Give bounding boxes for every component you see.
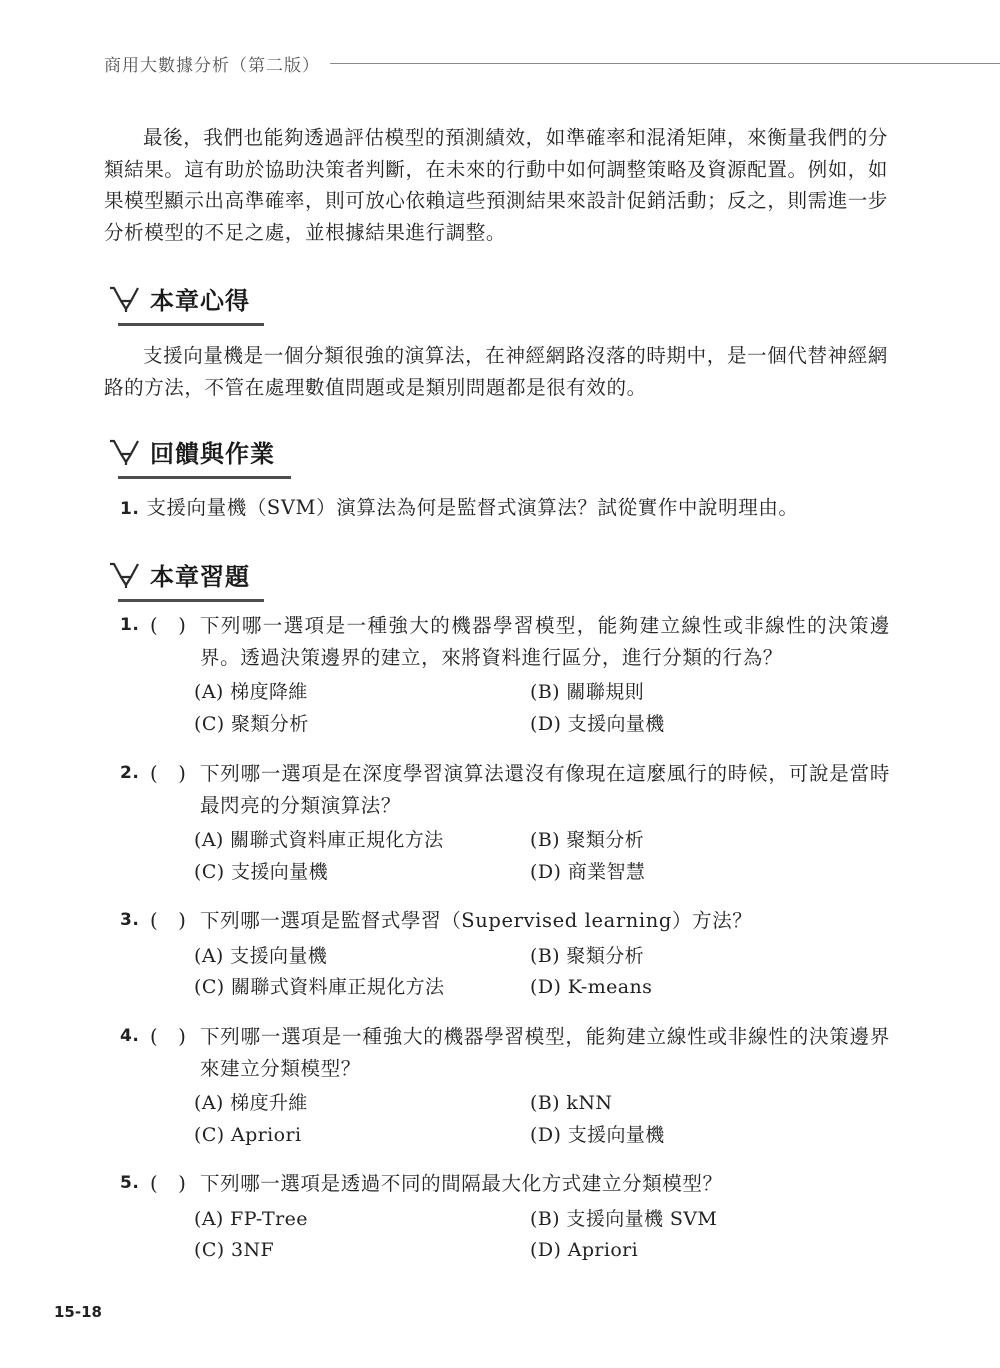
- exercise-question: [120, 758, 890, 888]
- option-b: (B) 聚類分析: [530, 829, 645, 851]
- option-d: (D) 商業智慧: [530, 860, 646, 883]
- option-c: (C) Apriori: [194, 1123, 302, 1146]
- answer-blank: ( ): [150, 1172, 187, 1195]
- option-c: (C) 聚類分析: [194, 712, 309, 735]
- option-d: (D) K-means: [530, 976, 653, 998]
- option-a: (A) 梯度升維: [194, 1092, 308, 1114]
- answer-blank: ( ): [150, 1025, 187, 1048]
- funnel-icon: [108, 559, 142, 589]
- funnel-icon: [108, 283, 142, 313]
- option-a: (A) 梯度降維: [194, 681, 308, 703]
- page-number: 15-18: [54, 1303, 102, 1321]
- option-a: (A) FP-Tree: [194, 1207, 308, 1230]
- option-b: (B) 關聯規則: [530, 681, 645, 703]
- section-title: 回饋與作業: [150, 439, 275, 468]
- book-title: 商用大數據分析（第二版）: [104, 55, 320, 76]
- question-number: 1.: [120, 615, 140, 635]
- question-number: 4.: [120, 1026, 140, 1046]
- question-number: 5.: [120, 1173, 140, 1193]
- option-d: (D) Apriori: [530, 1239, 639, 1261]
- running-header: [104, 50, 1000, 76]
- option-b: (B) 支援向量機 SVM: [530, 1207, 718, 1230]
- question-number: 3.: [120, 910, 140, 930]
- option-a: (A) 關聯式資料庫正規化方法: [194, 829, 444, 851]
- answer-blank: ( ): [150, 614, 187, 637]
- summary-paragraph: 支援向量機是一個分類很強的演算法，在神經網路沒落的時期中，是一個代替神經網路的方法，不管在處理數值問題或是類別問題都是很有效的。: [104, 344, 888, 399]
- header-rule: [330, 63, 1000, 64]
- option-d: (D) 支援向量機: [530, 1123, 665, 1146]
- section-title: 本章心得: [150, 286, 250, 315]
- section-heading-exercises: [108, 554, 250, 594]
- question-number: 2.: [120, 763, 140, 783]
- answer-blank: ( ): [150, 909, 187, 932]
- heading-underline: [118, 476, 291, 479]
- question-text: 下列哪一選項是監督式學習（Supervised learning）方法？: [200, 909, 753, 932]
- exercise-question: [120, 1021, 890, 1151]
- exercise-question: [120, 905, 890, 1004]
- section-title: 本章習題: [150, 562, 250, 591]
- section-heading-summary: [108, 278, 250, 318]
- heading-underline: [118, 599, 264, 602]
- item-text: 支援向量機（SVM）演算法為何是監督式演算法？試從實作中說明理由。: [146, 496, 799, 519]
- option-b: (B) kNN: [530, 1092, 613, 1114]
- option-b: (B) 聚類分析: [530, 944, 645, 967]
- option-a: (A) 支援向量機: [194, 944, 328, 967]
- question-text: 下列哪一選項是一種強大的機器學習模型，能夠建立線性或非線性的決策邊界。透過決策邊界的建立，來將資料進行區分，進行分類的行為？: [200, 614, 890, 669]
- option-c: (C) 關聯式資料庫正規化方法: [194, 976, 445, 998]
- exercise-question: [120, 1168, 890, 1267]
- answer-blank: ( ): [150, 762, 187, 785]
- funnel-icon: [108, 436, 142, 466]
- question-text: 下列哪一選項是在深度學習演算法還沒有像現在這麼風行的時候，可說是當時最閃亮的分類演算法？: [200, 762, 890, 817]
- option-c: (C) 支援向量機: [194, 860, 329, 883]
- question-text: 下列哪一選項是一種強大的機器學習模型，能夠建立線性或非線性的決策邊界來建立分類模型？: [200, 1025, 890, 1080]
- exercise-question: [120, 610, 890, 740]
- section-heading-homework: [108, 431, 275, 471]
- option-c: (C) 3NF: [194, 1239, 275, 1261]
- heading-underline: [118, 323, 264, 326]
- question-text: 下列哪一選項是透過不同的間隔最大化方式建立分類模型？: [200, 1172, 723, 1195]
- option-d: (D) 支援向量機: [530, 712, 665, 735]
- homework-item: [120, 492, 890, 525]
- intro-paragraph: 最後，我們也能夠透過評估模型的預測績效，如準確率和混淆矩陣，來衡量我們的分類結果。這有助於協助決策者判斷，在未來的行動中如何調整策略及資源配置。例如，如果模型顯示出高準確率，則可放心依賴這些預測結果來設計促銷活動；反之，則需進一步分析模型的不足之處，並根據結果進行調整。: [104, 126, 888, 244]
- item-number: 1.: [120, 499, 140, 519]
